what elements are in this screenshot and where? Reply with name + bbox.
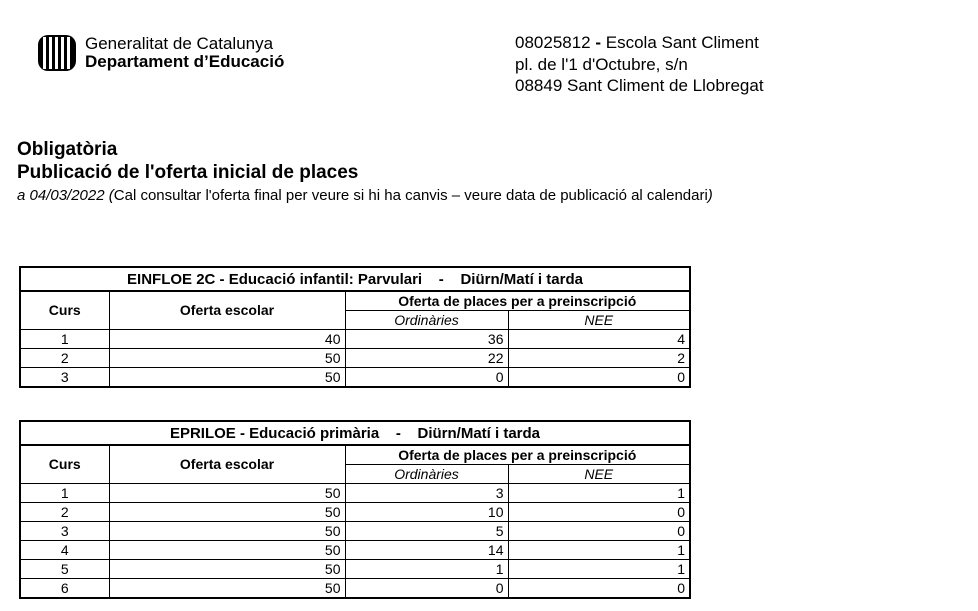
col-header-nee: NEE xyxy=(508,465,690,484)
col-header-curs: Curs xyxy=(20,291,109,330)
col-header-curs: Curs xyxy=(20,445,109,484)
table-row xyxy=(20,503,690,522)
cell-ordinaries: 3 xyxy=(345,484,508,503)
cell-ordinaries: 0 xyxy=(345,368,508,388)
cell-nee: 1 xyxy=(508,560,690,579)
cell-nee: 4 xyxy=(508,330,690,349)
cell-nee: 0 xyxy=(508,368,690,388)
table-title: EINFLOE 2C - Educació infantil: Parvulari - Diürn/Matí i tarda xyxy=(20,267,690,291)
col-header-group: Oferta de places per a preinscripció xyxy=(345,291,690,311)
cell-ordinaries: 10 xyxy=(345,503,508,522)
school-line-1 xyxy=(515,32,764,54)
offer-table-infantil xyxy=(19,266,691,388)
school-sep: - xyxy=(590,33,606,52)
cell-oferta: 50 xyxy=(109,522,345,541)
note-text: Cal consultar l'oferta final per veure si hi ha canvis – veure data de publicació al calendari xyxy=(113,187,708,204)
department-name: Departament d’Educació xyxy=(85,52,285,71)
cell-nee: 0 xyxy=(508,522,690,541)
table-row xyxy=(20,522,690,541)
page-title: Obligatòria xyxy=(17,139,118,160)
table-row xyxy=(20,349,690,368)
cell-oferta: 50 xyxy=(109,349,345,368)
cell-curs: 6 xyxy=(20,579,109,599)
cell-curs: 2 xyxy=(20,503,109,522)
cell-nee: 0 xyxy=(508,503,690,522)
table-row xyxy=(20,368,690,388)
cell-curs: 5 xyxy=(20,560,109,579)
cell-ordinaries: 1 xyxy=(345,560,508,579)
cell-oferta: 50 xyxy=(109,560,345,579)
cell-curs: 1 xyxy=(20,330,109,349)
cell-oferta: 50 xyxy=(109,368,345,388)
cell-ordinaries: 0 xyxy=(345,579,508,599)
col-header-group: Oferta de places per a preinscripció xyxy=(345,445,690,465)
cell-curs: 3 xyxy=(20,368,109,388)
page-heading xyxy=(17,138,713,208)
table-row xyxy=(20,330,690,349)
cell-curs: 1 xyxy=(20,484,109,503)
note-open: ( xyxy=(104,187,114,204)
publication-date: a 04/03/2022 xyxy=(17,187,105,204)
cell-nee: 0 xyxy=(508,579,690,599)
col-header-ordinaries: Ordinàries xyxy=(345,465,508,484)
cell-ordinaries: 14 xyxy=(345,541,508,560)
cell-oferta: 50 xyxy=(109,503,345,522)
cell-oferta: 40 xyxy=(109,330,345,349)
school-street: pl. de l'1 d'Octubre, s/n xyxy=(515,54,688,74)
table-row xyxy=(20,579,690,599)
table-row xyxy=(20,560,690,579)
cell-ordinaries: 36 xyxy=(345,330,508,349)
table-title: EPRILOE - Educació primària - Diürn/Matí i tarda xyxy=(20,421,690,445)
cell-nee: 1 xyxy=(508,541,690,560)
cell-nee: 2 xyxy=(508,349,690,368)
cell-curs: 3 xyxy=(20,522,109,541)
page-subtitle: Publicació de l'oferta inicial de places xyxy=(17,162,359,183)
cell-oferta: 50 xyxy=(109,579,345,599)
col-header-oferta: Oferta escolar xyxy=(109,291,345,330)
cell-curs: 4 xyxy=(20,541,109,560)
school-code: 08025812 xyxy=(515,33,591,52)
cell-nee: 1 xyxy=(508,484,690,503)
school-name: Escola Sant Climent xyxy=(605,33,759,52)
col-header-ordinaries: Ordinàries xyxy=(345,311,508,330)
offer-table-primaria xyxy=(19,420,691,599)
cell-curs: 2 xyxy=(20,349,109,368)
cell-oferta: 50 xyxy=(109,541,345,560)
generalitat-logo xyxy=(37,33,284,73)
cell-ordinaries: 22 xyxy=(345,349,508,368)
table-row xyxy=(20,484,690,503)
coat-of-arms-icon xyxy=(37,33,77,73)
note-close: ) xyxy=(707,187,713,204)
table-row xyxy=(20,541,690,560)
school-city: 08849 Sant Climent de Llobregat xyxy=(515,76,764,95)
publication-note xyxy=(17,184,713,208)
cell-oferta: 50 xyxy=(109,484,345,503)
col-header-nee: NEE xyxy=(508,311,690,330)
org-name: Generalitat de Catalunya xyxy=(85,34,274,53)
col-header-oferta: Oferta escolar xyxy=(109,445,345,484)
school-address xyxy=(515,32,764,97)
cell-ordinaries: 5 xyxy=(345,522,508,541)
